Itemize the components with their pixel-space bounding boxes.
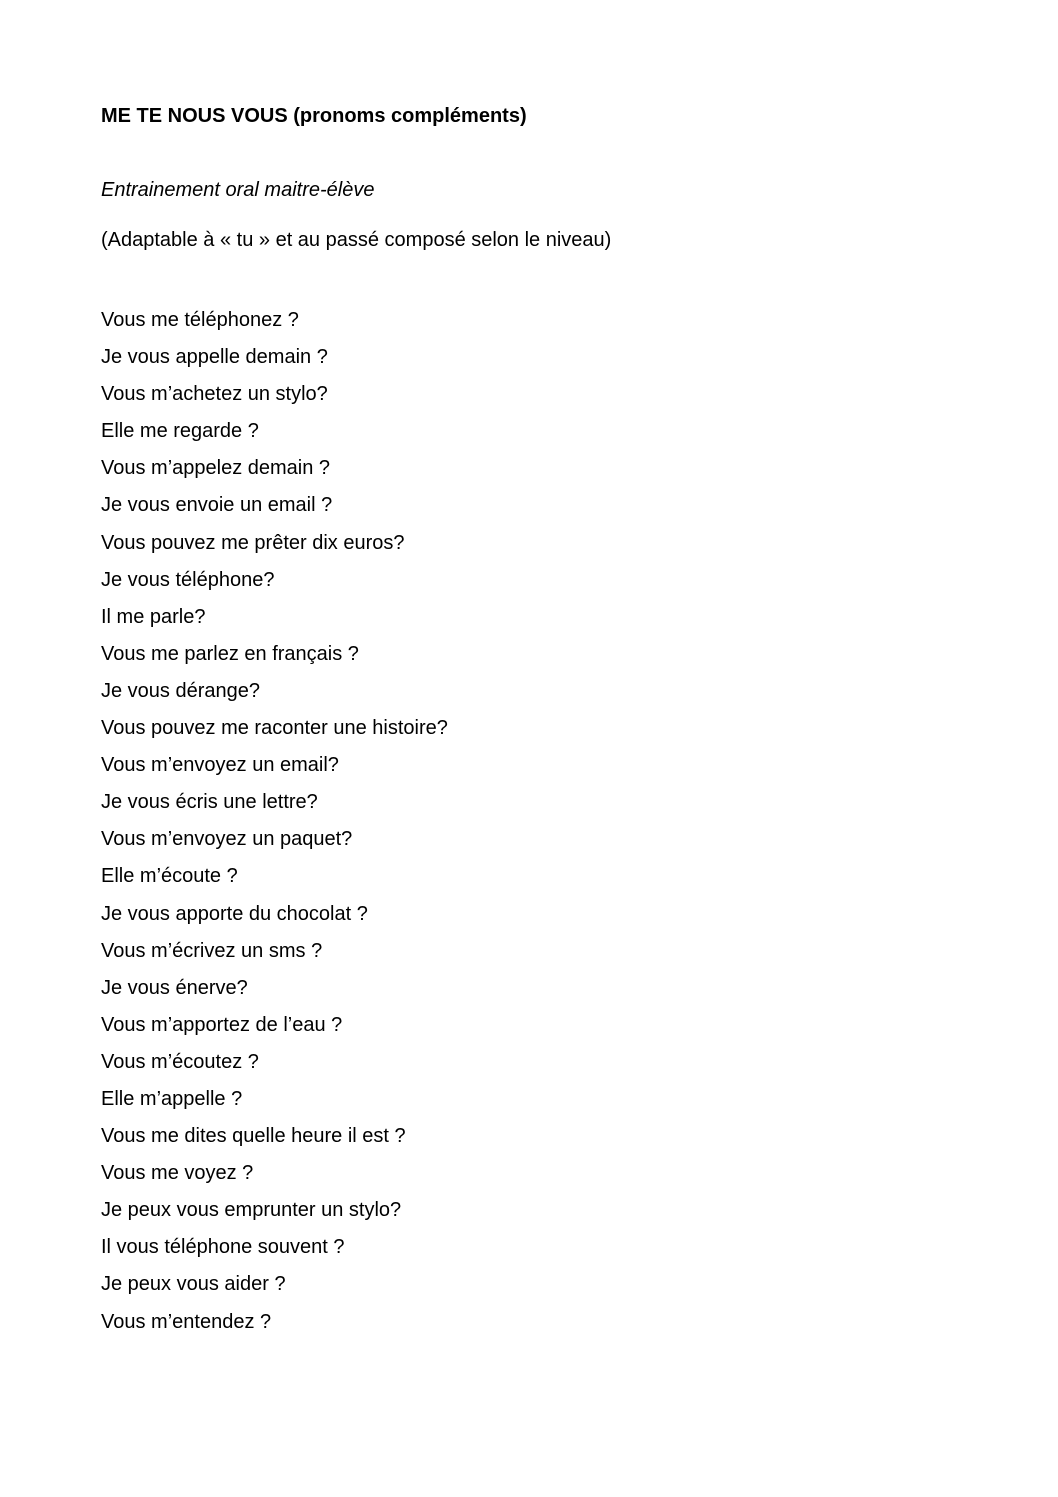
question-item: Je vous dérange?	[101, 679, 261, 702]
question-item: Je vous écris une lettre?	[101, 791, 318, 814]
question-list	[101, 302, 448, 1341]
question-item: Vous me parlez en français ?	[101, 642, 359, 665]
question-item: Vous m’écoutez ?	[101, 1050, 259, 1073]
question-item: Elle m’écoute ?	[101, 865, 238, 888]
question-item: Je peux vous aider ?	[101, 1273, 286, 1296]
question-item: Vous m’appelez demain ?	[101, 457, 331, 480]
question-item: Je peux vous emprunter un stylo?	[101, 1199, 402, 1222]
document-note: (Adaptable à « tu » et au passé composé selon le niveau)	[101, 229, 612, 251]
question-item: Vous pouvez me prêter dix euros?	[101, 531, 405, 554]
question-item: Vous me téléphonez ?	[101, 309, 299, 331]
question-item: Vous me dites quelle heure il est ?	[101, 1125, 406, 1148]
question-item: Elle m’appelle ?	[101, 1087, 243, 1110]
question-item: Vous me voyez ?	[101, 1162, 254, 1185]
question-item: Vous m’envoyez un email?	[101, 754, 339, 777]
question-item: Elle me regarde ?	[101, 420, 259, 443]
question-item: Vous m’achetez un stylo?	[101, 383, 328, 406]
question-item: Vous m’écrivez un sms ?	[101, 939, 323, 962]
question-item: Je vous énerve?	[101, 976, 248, 999]
question-item: Je vous téléphone?	[101, 568, 275, 591]
question-item: Je vous appelle demain ?	[101, 346, 328, 369]
question-item: Vous pouvez me raconter une histoire?	[101, 717, 448, 740]
question-item: Je vous envoie un email ?	[101, 494, 333, 517]
question-item: Vous m’entendez ?	[101, 1310, 272, 1333]
question-item: Il me parle?	[101, 605, 206, 628]
question-item: Je vous apporte du chocolat ?	[101, 902, 368, 925]
document-subtitle: Entrainement oral maitre-élève	[101, 179, 375, 201]
document-title: ME TE NOUS VOUS (pronoms compléments)	[101, 105, 527, 127]
question-item: Il vous téléphone souvent ?	[101, 1236, 345, 1259]
question-item: Vous m’apportez de l’eau ?	[101, 1013, 343, 1036]
question-item: Vous m’envoyez un paquet?	[101, 828, 353, 851]
